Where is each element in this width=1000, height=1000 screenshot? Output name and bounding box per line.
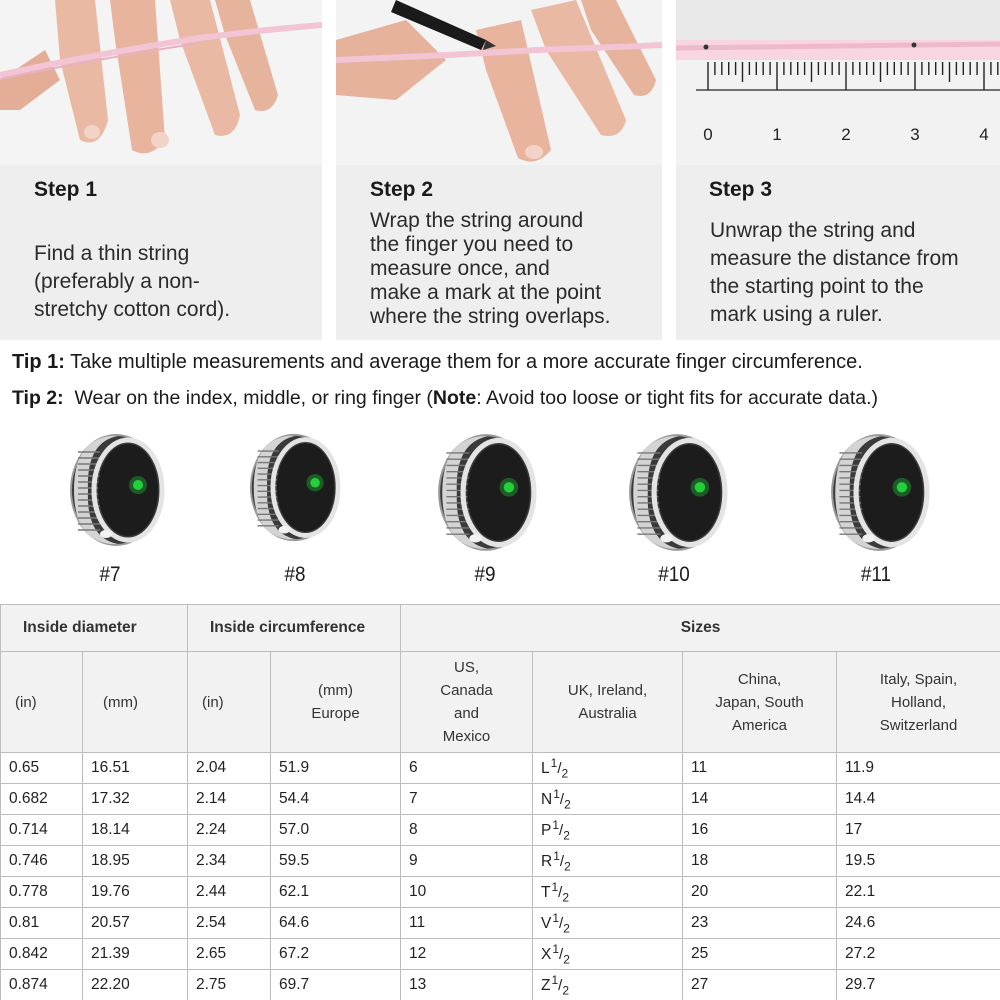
table-row xyxy=(1,970,1000,1000)
table-cell: 2.34 xyxy=(188,846,271,877)
sub-header-0: (in) xyxy=(1,652,83,753)
table-cell: 12 xyxy=(401,939,533,970)
half-denominator: 2 xyxy=(561,766,569,781)
table-row xyxy=(1,753,1000,784)
tip-2-note-text: : Avoid too loose or tight fits for accurate data.) xyxy=(476,387,879,409)
half-numerator: 1 xyxy=(551,879,559,894)
table-cell: 20.57 xyxy=(83,908,188,939)
header-inside-circumference: Inside circumference xyxy=(188,605,401,652)
table-cell: 16.51 xyxy=(83,753,188,784)
step-2-title: Step 2 xyxy=(370,178,434,201)
table-cell: 2.75 xyxy=(188,970,271,1000)
table-cell: 64.6 xyxy=(271,908,401,939)
table-cell: $L^1/_2$ xyxy=(533,753,683,784)
ring-image-7 xyxy=(66,430,166,550)
tip-2-note-label: Note xyxy=(432,387,477,409)
table-cell: 27.2 xyxy=(837,939,1000,970)
table-cell: 22.20 xyxy=(83,970,188,1000)
table-cell: 14.4 xyxy=(837,784,1000,815)
table-cell: 0.682 xyxy=(1,784,83,815)
table-cell: 2.24 xyxy=(188,815,271,846)
table-cell: 18.14 xyxy=(83,815,188,846)
table-row xyxy=(1,877,1000,908)
table-cell: 0.778 xyxy=(1,877,83,908)
step-card-3 xyxy=(676,0,1000,340)
ring-size-label: #8 xyxy=(284,563,306,586)
step-1-title: Step 1 xyxy=(34,178,98,201)
sub-header-7: Italy, Spain, Holland, Switzerland xyxy=(837,652,1000,753)
sub-header-1: (mm) xyxy=(83,652,188,753)
sub-header-5: UK, Ireland, Australia xyxy=(533,652,683,753)
table-cell: 20 xyxy=(683,877,837,908)
sub-header-3: (mm) Europe xyxy=(271,652,401,753)
table-cell: 2.14 xyxy=(188,784,271,815)
step-3-ruler-photo xyxy=(676,0,1000,165)
ring-image-10 xyxy=(622,430,732,555)
table-cell: 2.04 xyxy=(188,753,271,784)
table-cell: 19.76 xyxy=(83,877,188,908)
table-cell: 0.714 xyxy=(1,815,83,846)
header-sizes: Sizes xyxy=(401,605,1000,652)
half-numerator: 1 xyxy=(553,786,560,801)
half-denominator: 2 xyxy=(563,952,570,967)
table-cell: 25 xyxy=(683,939,837,970)
half-denominator: 2 xyxy=(563,828,570,843)
table-row xyxy=(1,908,1000,939)
table-cell: 2.65 xyxy=(188,939,271,970)
table-cell: 11.9 xyxy=(837,753,1000,784)
ruler-number: 4 xyxy=(979,125,989,144)
table-cell: 14 xyxy=(683,784,837,815)
table-cell: 57.0 xyxy=(271,815,401,846)
table-cell: $R^1/_2$ xyxy=(533,846,683,877)
ring-image-8 xyxy=(243,430,345,545)
half-denominator: 2 xyxy=(563,921,570,936)
half-denominator: 2 xyxy=(562,983,570,998)
sub-header-6: China, Japan, South America xyxy=(683,652,837,753)
step-2-photo xyxy=(336,0,662,165)
ruler-number: 2 xyxy=(841,125,851,144)
ring-size-label: #7 xyxy=(99,563,121,586)
table-cell: 17 xyxy=(837,815,1000,846)
table-cell: 29.7 xyxy=(837,970,1000,1000)
table-cell: $N^1/_2$ xyxy=(533,784,683,815)
table-cell: 0.65 xyxy=(1,753,83,784)
table-cell: 17.32 xyxy=(83,784,188,815)
table-cell: 27 xyxy=(683,970,837,1000)
tip-1-text: Take multiple measurements and average them for a more accurate finger circumference. xyxy=(64,351,863,373)
sub-header-4: US, Canada and Mexico xyxy=(401,652,533,753)
table-body xyxy=(1,753,1000,1000)
ring-size-label: #11 xyxy=(860,563,892,586)
table-cell: 2.44 xyxy=(188,877,271,908)
table-cell: 19.5 xyxy=(837,846,1000,877)
table-row xyxy=(1,846,1000,877)
table-row xyxy=(1,784,1000,815)
table-cell: 23 xyxy=(683,908,837,939)
tip-2 xyxy=(12,387,878,410)
table-cell: $T^1/_2$ xyxy=(533,877,683,908)
table-sub-header-row xyxy=(1,652,1000,753)
table-cell: 11 xyxy=(401,908,533,939)
half-numerator: 1 xyxy=(551,972,559,987)
half-denominator: 2 xyxy=(564,859,571,874)
table-cell: 0.746 xyxy=(1,846,83,877)
table-cell: 16 xyxy=(683,815,837,846)
ruler-number: 3 xyxy=(910,125,920,144)
table-cell: $P^1/_2$ xyxy=(533,815,683,846)
table-cell: 0.842 xyxy=(1,939,83,970)
step-card-1 xyxy=(0,0,322,340)
half-numerator: 1 xyxy=(552,941,560,956)
table-cell: 24.6 xyxy=(837,908,1000,939)
half-numerator: 1 xyxy=(553,848,560,863)
table-cell: 7 xyxy=(401,784,533,815)
tip-1-label: Tip 1: xyxy=(12,351,65,373)
table-cell: 2.54 xyxy=(188,908,271,939)
table-cell: 8 xyxy=(401,815,533,846)
table-cell: 67.2 xyxy=(271,939,401,970)
half-numerator: 1 xyxy=(552,817,560,832)
step-1-photo xyxy=(0,0,322,165)
table-cell: 21.39 xyxy=(83,939,188,970)
table-cell: 0.874 xyxy=(1,970,83,1000)
table-cell: 59.5 xyxy=(271,846,401,877)
table-cell: 69.7 xyxy=(271,970,401,1000)
table-cell: 10 xyxy=(401,877,533,908)
ring-size-table xyxy=(0,604,1000,1000)
sub-header-2: (in) xyxy=(188,652,271,753)
ring-image-11 xyxy=(823,430,935,555)
step-3-title: Step 3 xyxy=(709,178,773,201)
tip-2-text: Wear on the index, middle, or ring finger ( xyxy=(63,387,433,409)
table-cell: 22.1 xyxy=(837,877,1000,908)
ruler-number: 1 xyxy=(772,125,782,144)
table-cell: 6 xyxy=(401,753,533,784)
table-cell: 11 xyxy=(683,753,837,784)
step-1-text: Find a thin string (preferably a non- stretchy cotton cord). xyxy=(34,242,231,321)
table-cell: 62.1 xyxy=(271,877,401,908)
ring-size-label: #9 xyxy=(474,563,496,586)
tip-1 xyxy=(12,351,863,374)
table-cell: 51.9 xyxy=(271,753,401,784)
half-numerator: 1 xyxy=(550,755,558,770)
step-card-2 xyxy=(336,0,662,340)
table-group-header-row xyxy=(1,605,1000,652)
table-cell: 13 xyxy=(401,970,533,1000)
half-denominator: 2 xyxy=(562,890,570,905)
ring-image-9 xyxy=(432,430,540,555)
tip-2-label: Tip 2: xyxy=(12,387,64,409)
table-cell: $V^1/_2$ xyxy=(533,908,683,939)
table-cell: $Z^1/_2$ xyxy=(533,970,683,1000)
half-denominator: 2 xyxy=(564,797,571,812)
ruler-number: 0 xyxy=(703,125,713,144)
header-inside-diameter: Inside diameter xyxy=(1,605,188,652)
table-cell: $X^1/_2$ xyxy=(533,939,683,970)
steps-section xyxy=(0,0,1000,342)
table-cell: 18 xyxy=(683,846,837,877)
step-3-text: Unwrap the string and measure the distance from the starting point to the mark using a ruler. xyxy=(710,219,959,326)
table-cell: 9 xyxy=(401,846,533,877)
table-cell: 54.4 xyxy=(271,784,401,815)
table-cell: 0.81 xyxy=(1,908,83,939)
ring-size-label: #10 xyxy=(658,563,690,586)
table-row xyxy=(1,815,1000,846)
table-row xyxy=(1,939,1000,970)
half-numerator: 1 xyxy=(552,910,560,925)
step-2-text: Wrap the string around the finger you need to measure once, and make a mark at the point where the string overlaps. xyxy=(370,209,611,328)
table-cell: 18.95 xyxy=(83,846,188,877)
